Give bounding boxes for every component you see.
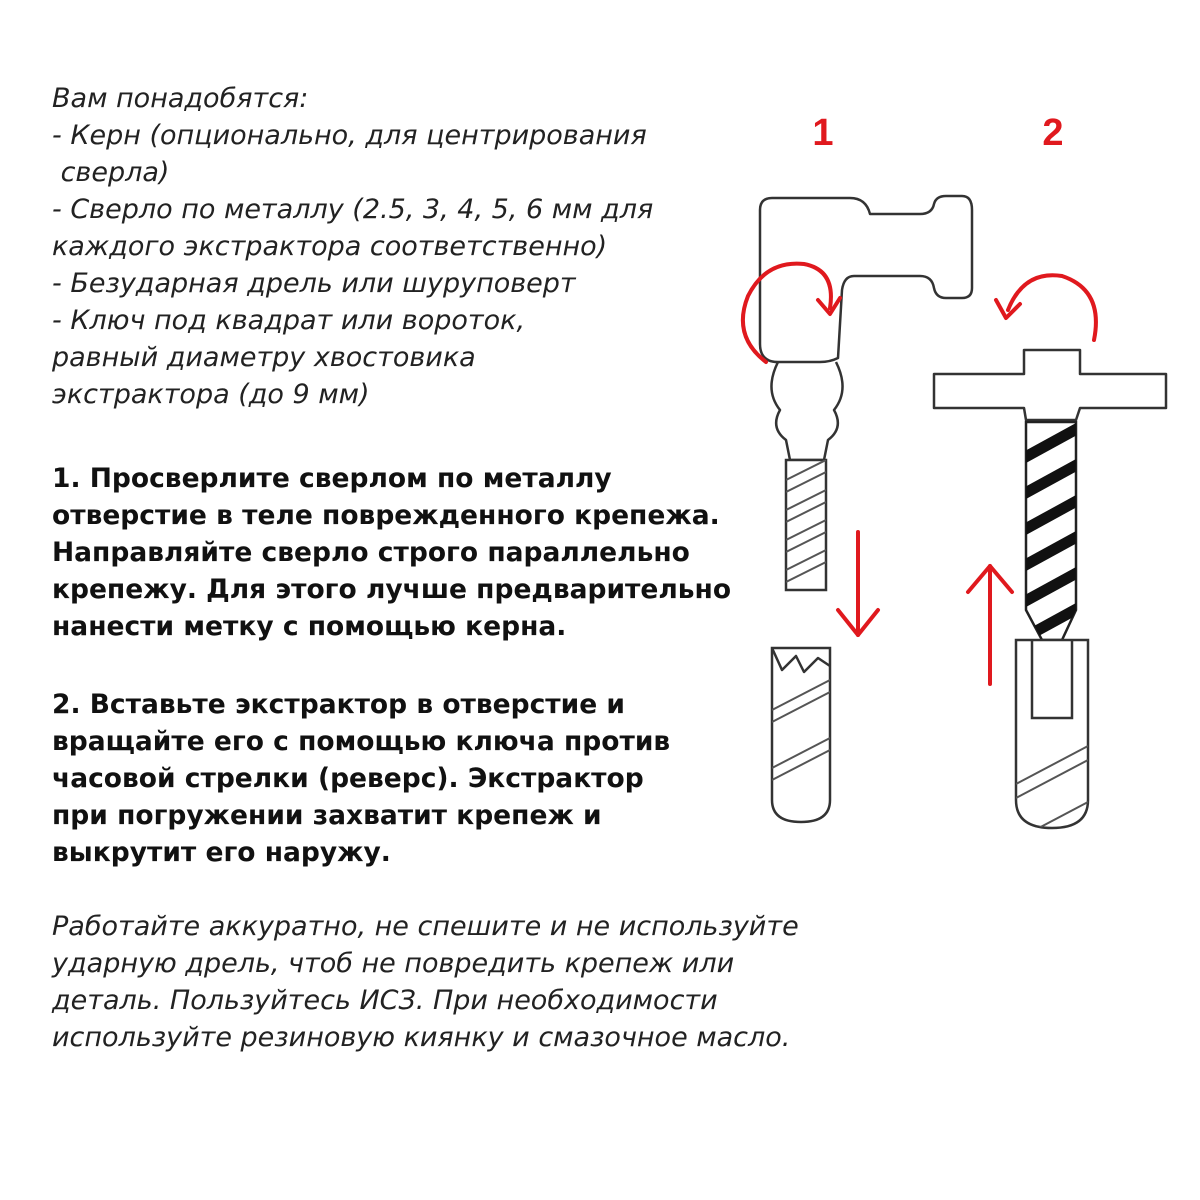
requirement-line: - Керн (опционально, для центрирования [52, 120, 647, 151]
requirement-line: каждого экстрактора соответственно) [52, 231, 608, 262]
drill-icon [760, 196, 972, 460]
down-arrow-icon [838, 532, 878, 635]
step-1-line: крепежу. Для этого лучше предварительно [52, 574, 732, 605]
safety-note-line: деталь. Пользуйтесь ИСЗ. При необходимости [52, 985, 718, 1016]
requirement-line: экстрактора (до 9 мм) [52, 379, 370, 410]
step-1-instructions [52, 460, 812, 645]
requirement-line: - Безударная дрель или шуруповерт [52, 268, 576, 299]
clockwise-rotation-arrow-icon [743, 264, 840, 362]
step-2-line: выкрутит его наружу. [52, 837, 391, 868]
step-label-2: 2 [1042, 112, 1064, 154]
step-2-line: 2. Вставьте экстрактор в отверстие и [52, 689, 625, 720]
step-2-line: часовой стрелки (реверс). Экстрактор [52, 763, 644, 794]
requirements-heading: Вам понадобятся: [52, 83, 309, 114]
safety-note-line: ударную дрель, чтоб не повредить крепеж или [52, 948, 735, 979]
requirement-line: - Ключ под квадрат или вороток, [52, 305, 526, 336]
broken-bolt-icon [772, 648, 830, 822]
step-2-line: вращайте его с помощью ключа против [52, 726, 671, 757]
step-2-line: при погружении захватит крепеж и [52, 800, 602, 831]
drill-bit-icon [786, 460, 826, 590]
safety-note [52, 908, 912, 1056]
safety-note-line: используйте резиновую киянку и смазочное масло. [52, 1022, 791, 1053]
drilled-bolt-icon [1016, 640, 1088, 840]
counterclockwise-rotation-arrow-icon [996, 275, 1096, 340]
step-1-line: 1. Просверлите сверлом по металлу [52, 463, 612, 494]
requirement-line: сверла) [52, 157, 170, 188]
step-1-line: нанести метку с помощью керна. [52, 611, 567, 642]
step-label-1: 1 [812, 112, 834, 154]
safety-note-line: Работайте аккуратно, не спешите и не используйте [52, 911, 799, 942]
up-arrow-icon [968, 566, 1012, 684]
extractor-icon [1020, 422, 1082, 640]
extraction-illustration [720, 100, 1190, 860]
requirement-line: - Сверло по металлу (2.5, 3, 4, 5, 6 мм для [52, 194, 654, 225]
step-2-instructions [52, 686, 812, 871]
requirement-line: равный диаметру хвостовика [52, 342, 476, 373]
requirements-block [52, 80, 752, 413]
step-1-line: отверстие в теле поврежденного крепежа. [52, 500, 720, 531]
tap-wrench-icon [934, 350, 1166, 420]
step-1-line: Направляйте сверло строго параллельно [52, 537, 690, 568]
